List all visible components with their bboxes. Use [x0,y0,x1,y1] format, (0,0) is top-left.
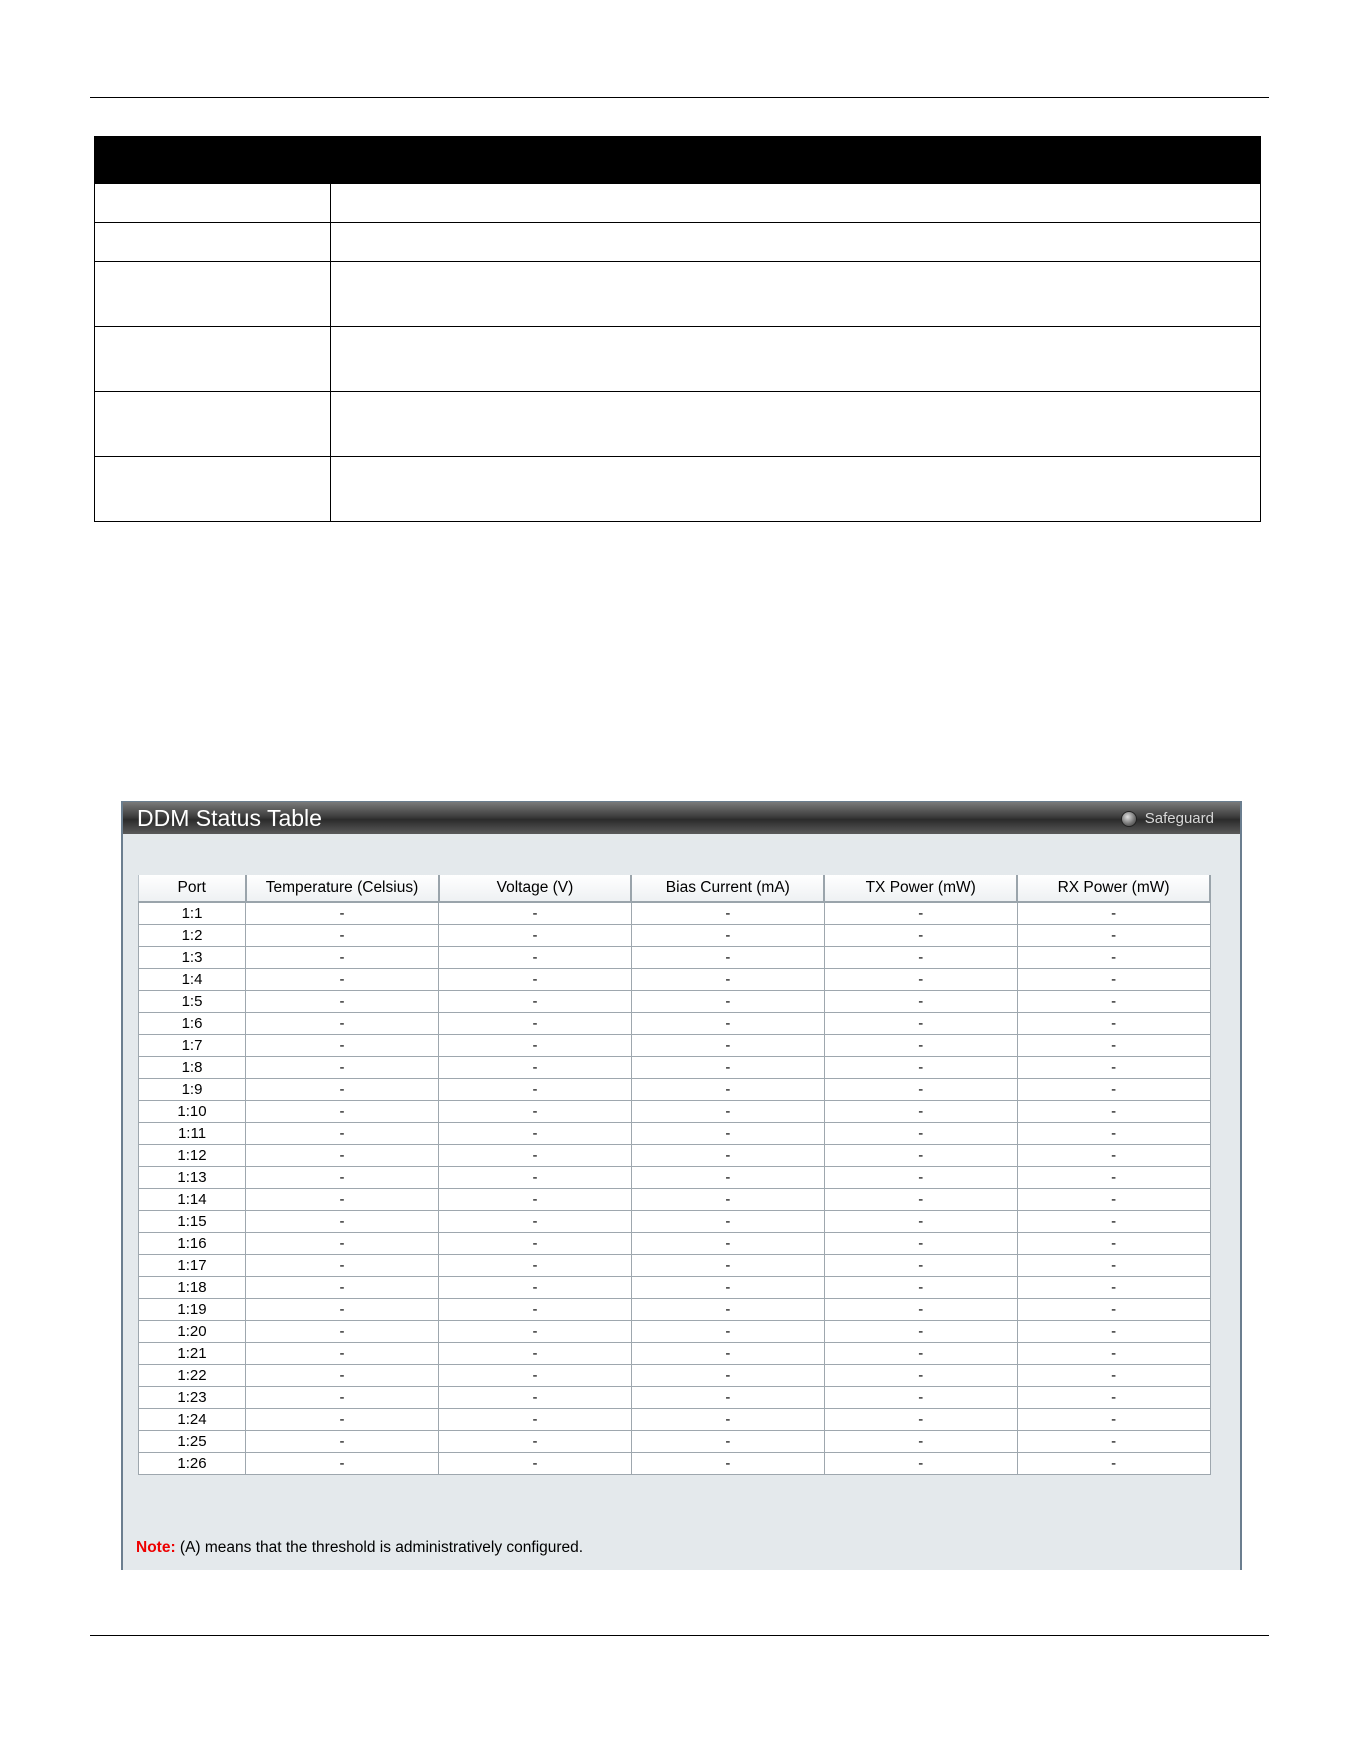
cell-port: 1:22 [139,1365,246,1387]
cell-bias-current: - [631,1211,824,1233]
table-row [139,1211,1211,1233]
cell-rx-power: - [1017,1035,1210,1057]
cell-temperature: - [246,947,439,969]
column-header-port: Port [139,875,246,902]
cell-port: 1:17 [139,1255,246,1277]
cell-voltage: - [439,1145,632,1167]
cell-temperature: - [246,1167,439,1189]
cell-bias-current: - [631,969,824,991]
cell-rx-power: - [1017,1299,1210,1321]
cell-tx-power: - [824,1101,1017,1123]
cell-rx-power: - [1017,1101,1210,1123]
table-row [139,1145,1211,1167]
cell-tx-power: - [824,1387,1017,1409]
parameter-description-table [94,136,1261,522]
cell-port: 1:4 [139,969,246,991]
cell-voltage: - [439,1211,632,1233]
note-text [136,1539,583,1557]
cell-voltage: - [439,947,632,969]
cell-temperature: - [246,1321,439,1343]
ddm-status-panel [121,801,1242,1570]
cell-temperature: - [246,1035,439,1057]
panel-header [123,802,1240,834]
table-row [139,1343,1211,1365]
cell-temperature: - [246,1189,439,1211]
cell-rx-power: - [1017,902,1210,925]
cell-voltage: - [439,1409,632,1431]
table-row [139,1035,1211,1057]
table-row [139,1189,1211,1211]
cell-tx-power: - [824,925,1017,947]
cell-temperature: - [246,1211,439,1233]
cell-port: 1:3 [139,947,246,969]
cell-rx-power: - [1017,1013,1210,1035]
cell-bias-current: - [631,1409,824,1431]
table-row [139,1255,1211,1277]
table-row [95,457,1261,522]
cell-voltage: - [439,1101,632,1123]
cell-port: 1:16 [139,1233,246,1255]
cell-tx-power: - [824,1079,1017,1101]
cell-rx-power: - [1017,947,1210,969]
table-row [95,223,1261,262]
cell-temperature: - [246,1255,439,1277]
cell-voltage: - [439,1123,632,1145]
cell-temperature: - [246,1343,439,1365]
cell-bias-current: - [631,1079,824,1101]
cell-port: 1:13 [139,1167,246,1189]
cell-rx-power: - [1017,1277,1210,1299]
cell-port: 1:19 [139,1299,246,1321]
cell-bias-current: - [631,1343,824,1365]
cell-rx-power: - [1017,1145,1210,1167]
cell-voltage: - [439,1431,632,1453]
cell-tx-power: - [824,1035,1017,1057]
cell-voltage: - [439,1299,632,1321]
cell-temperature: - [246,1013,439,1035]
cell-tx-power: - [824,1167,1017,1189]
table-row [139,1101,1211,1123]
cell-rx-power: - [1017,1167,1210,1189]
table-row [139,1123,1211,1145]
cell-tx-power: - [824,1057,1017,1079]
cell-voltage: - [439,1189,632,1211]
cell-voltage: - [439,1343,632,1365]
cell-temperature: - [246,1387,439,1409]
cell-voltage: - [439,1365,632,1387]
table-row [139,1277,1211,1299]
cell-rx-power: - [1017,1453,1210,1475]
table-row [139,925,1211,947]
page-footer-rule [90,1635,1269,1636]
cell-bias-current: - [631,925,824,947]
cell-tx-power: - [824,1189,1017,1211]
cell-rx-power: - [1017,1079,1210,1101]
cell-rx-power: - [1017,1211,1210,1233]
cell-port: 1:12 [139,1145,246,1167]
cell-temperature: - [246,1431,439,1453]
cell-port: 1:8 [139,1057,246,1079]
cell-bias-current: - [631,1035,824,1057]
cell-voltage: - [439,1453,632,1475]
cell-tx-power: - [824,1145,1017,1167]
cell-voltage: - [439,1057,632,1079]
table-row [139,902,1211,925]
cell-temperature: - [246,1409,439,1431]
cell-port: 1:2 [139,925,246,947]
table-row [139,969,1211,991]
cell-temperature: - [246,1299,439,1321]
cell-voltage: - [439,1079,632,1101]
cell-voltage: - [439,902,632,925]
safeguard-indicator-icon [1121,811,1137,827]
panel-title: DDM Status Table [137,805,322,831]
cell-bias-current: - [631,1189,824,1211]
cell-bias-current: - [631,1123,824,1145]
cell-rx-power: - [1017,1321,1210,1343]
cell-port: 1:24 [139,1409,246,1431]
cell-bias-current: - [631,947,824,969]
cell-port: 1:11 [139,1123,246,1145]
table-header-bar [95,137,1261,184]
cell-bias-current: - [631,902,824,925]
cell-tx-power: - [824,969,1017,991]
safeguard-button[interactable] [1121,810,1214,827]
cell-tx-power: - [824,1123,1017,1145]
cell-port: 1:14 [139,1189,246,1211]
table-row [95,392,1261,457]
safeguard-label: Safeguard [1144,810,1214,827]
cell-temperature: - [246,1365,439,1387]
cell-temperature: - [246,1145,439,1167]
cell-port: 1:25 [139,1431,246,1453]
table-row [139,1233,1211,1255]
cell-bias-current: - [631,1365,824,1387]
cell-bias-current: - [631,1145,824,1167]
cell-tx-power: - [824,1343,1017,1365]
table-row [139,1013,1211,1035]
table-row [139,1409,1211,1431]
table-row [139,1321,1211,1343]
cell-tx-power: - [824,902,1017,925]
cell-bias-current: - [631,991,824,1013]
cell-port: 1:15 [139,1211,246,1233]
ddm-status-table [138,875,1211,1475]
cell-rx-power: - [1017,969,1210,991]
cell-port: 1:7 [139,1035,246,1057]
cell-rx-power: - [1017,1057,1210,1079]
note-body: (A) means that the threshold is administratively configured. [175,1539,584,1556]
cell-temperature: - [246,1079,439,1101]
cell-tx-power: - [824,1299,1017,1321]
cell-port: 1:20 [139,1321,246,1343]
page-header-rule [90,97,1269,98]
cell-tx-power: - [824,947,1017,969]
column-header-bias-current: Bias Current (mA) [631,875,824,902]
cell-bias-current: - [631,1299,824,1321]
cell-temperature: - [246,1233,439,1255]
table-row [139,1431,1211,1453]
ddm-table-body [139,902,1211,1475]
column-header-tx-power: TX Power (mW) [824,875,1017,902]
cell-rx-power: - [1017,1343,1210,1365]
cell-rx-power: - [1017,1409,1210,1431]
column-header-voltage: Voltage (V) [439,875,632,902]
cell-voltage: - [439,1013,632,1035]
cell-rx-power: - [1017,1387,1210,1409]
cell-port: 1:26 [139,1453,246,1475]
cell-port: 1:10 [139,1101,246,1123]
cell-tx-power: - [824,1013,1017,1035]
table-row [139,1167,1211,1189]
table-row [95,262,1261,327]
table-row [139,1387,1211,1409]
cell-port: 1:23 [139,1387,246,1409]
cell-voltage: - [439,1035,632,1057]
cell-bias-current: - [631,1255,824,1277]
note-label: Note: [136,1539,176,1556]
cell-rx-power: - [1017,1365,1210,1387]
cell-bias-current: - [631,1233,824,1255]
table-row [139,991,1211,1013]
cell-voltage: - [439,1277,632,1299]
cell-voltage: - [439,991,632,1013]
cell-temperature: - [246,1057,439,1079]
cell-tx-power: - [824,1211,1017,1233]
table-row [139,1079,1211,1101]
cell-port: 1:9 [139,1079,246,1101]
cell-rx-power: - [1017,925,1210,947]
cell-voltage: - [439,1387,632,1409]
cell-port: 1:6 [139,1013,246,1035]
cell-tx-power: - [824,1233,1017,1255]
cell-tx-power: - [824,1453,1017,1475]
cell-bias-current: - [631,1277,824,1299]
cell-bias-current: - [631,1321,824,1343]
cell-temperature: - [246,1277,439,1299]
column-header-rx-power: RX Power (mW) [1017,875,1210,902]
cell-temperature: - [246,991,439,1013]
cell-voltage: - [439,1321,632,1343]
table-row [139,1057,1211,1079]
cell-temperature: - [246,925,439,947]
cell-rx-power: - [1017,1431,1210,1453]
table-row [139,1453,1211,1475]
cell-temperature: - [246,1123,439,1145]
table-row [95,327,1261,392]
cell-tx-power: - [824,1255,1017,1277]
cell-rx-power: - [1017,1255,1210,1277]
cell-voltage: - [439,969,632,991]
cell-rx-power: - [1017,1233,1210,1255]
cell-voltage: - [439,1233,632,1255]
table-row [95,184,1261,223]
cell-bias-current: - [631,1101,824,1123]
cell-tx-power: - [824,1321,1017,1343]
cell-bias-current: - [631,1167,824,1189]
cell-port: 1:21 [139,1343,246,1365]
cell-tx-power: - [824,991,1017,1013]
cell-rx-power: - [1017,1123,1210,1145]
cell-temperature: - [246,902,439,925]
cell-tx-power: - [824,1365,1017,1387]
cell-bias-current: - [631,1013,824,1035]
cell-port: 1:1 [139,902,246,925]
table-row [139,1299,1211,1321]
cell-voltage: - [439,925,632,947]
cell-rx-power: - [1017,1189,1210,1211]
table-header-row [139,875,1211,902]
table-row [139,947,1211,969]
cell-bias-current: - [631,1453,824,1475]
cell-temperature: - [246,969,439,991]
cell-bias-current: - [631,1387,824,1409]
cell-bias-current: - [631,1057,824,1079]
cell-port: 1:18 [139,1277,246,1299]
cell-voltage: - [439,1167,632,1189]
cell-tx-power: - [824,1431,1017,1453]
cell-port: 1:5 [139,991,246,1013]
table-row [139,1365,1211,1387]
column-header-temperature: Temperature (Celsius) [246,875,439,902]
cell-voltage: - [439,1255,632,1277]
cell-temperature: - [246,1101,439,1123]
cell-rx-power: - [1017,991,1210,1013]
cell-bias-current: - [631,1431,824,1453]
cell-tx-power: - [824,1277,1017,1299]
cell-tx-power: - [824,1409,1017,1431]
cell-temperature: - [246,1453,439,1475]
